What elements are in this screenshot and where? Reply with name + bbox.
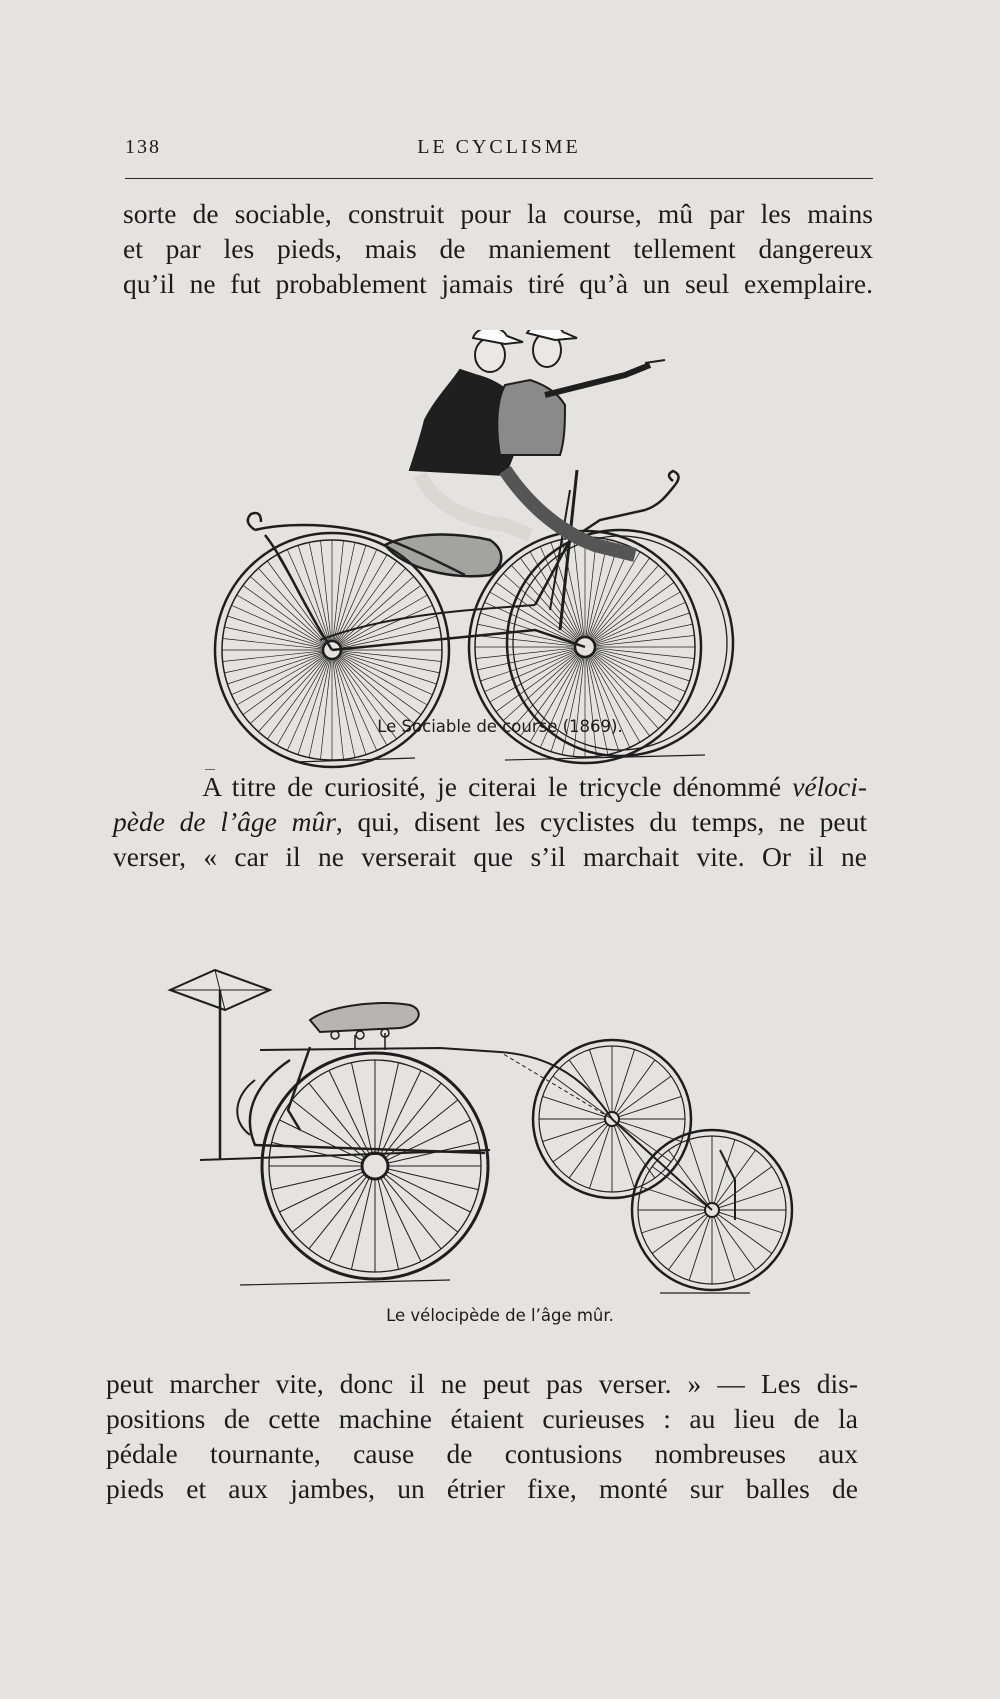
page-number: 138: [125, 136, 161, 158]
paragraph-2-line-1-text: A titre de curiosité, je citerai le tricycle dénommé: [202, 771, 793, 802]
wheel-spoke: [553, 1123, 606, 1162]
wheel-spoke: [309, 542, 330, 641]
wheel-spoke: [592, 565, 659, 639]
wheel-spoke: [227, 616, 323, 647]
paragraph-1-line-1: sorte de sociable, construit pour la course, mû par les mains: [123, 198, 873, 229]
paragraph-2-italic-1: véloci-: [792, 771, 867, 802]
wheel-spoke: [298, 545, 329, 641]
paragraph-3-line-3: pédale tournante, cause de contusions nombreuses aux: [106, 1438, 858, 1469]
paragraph-2: [113, 769, 867, 874]
wheel-spoke: [543, 1096, 606, 1116]
running-title: LE CYCLISME: [417, 136, 581, 158]
velocipede-engraving: [160, 960, 810, 1300]
wheel-spoke: [595, 624, 693, 645]
paragraph-3-line-2: positions de cette machine étaient curieuses : au lieu de la: [106, 1403, 858, 1434]
wheel-spoke: [592, 654, 666, 721]
wheel-spoke: [614, 1050, 634, 1113]
wheel-spoke: [574, 538, 584, 637]
wheel-spoke: [595, 650, 690, 681]
wheel-spoke: [334, 542, 355, 641]
wheel-spoke: [223, 639, 323, 650]
wheel-spoke: [279, 1172, 363, 1212]
paragraph-1-line-3: qu’il ne fut probablement jamais tiré qu’à un seul exemplaire.: [123, 268, 873, 299]
wheel-spoke: [329, 1178, 369, 1262]
wheel-spoke: [321, 659, 332, 759]
wheel-spoke: [642, 1187, 706, 1208]
wheel-spoke: [227, 653, 323, 684]
header-rule: [125, 178, 873, 179]
paragraph-3: [106, 1366, 858, 1506]
wheel-spoke: [592, 573, 666, 640]
wheel-spoke: [595, 648, 694, 658]
paragraph-2-line-2-text: , qui, disent les cyclistes du temps, ne peut: [335, 806, 868, 837]
wheel-spoke: [669, 1150, 708, 1204]
wheel-spoke: [587, 657, 608, 755]
wheel-spoke: [334, 659, 355, 758]
wheel-spoke: [333, 541, 344, 641]
wheel-spoke: [719, 1212, 783, 1233]
wheel-spoke: [341, 653, 437, 684]
wheel-spoke: [586, 657, 596, 756]
paragraph-2-line-2: [113, 804, 867, 839]
wheel-spoke: [562, 657, 583, 755]
wheel-spoke: [689, 1140, 710, 1204]
wheel-spoke: [476, 648, 575, 658]
wheel-spoke: [333, 659, 344, 759]
wheel-spoke: [618, 1076, 671, 1115]
paragraph-3-line-4: pieds et aux jambes, un étrier fixe, monté sur balles de: [106, 1473, 858, 1504]
wheel-spoke: [669, 1216, 708, 1270]
wheel-spoke: [381, 1070, 421, 1154]
wheel-spoke: [339, 655, 421, 714]
wheel-spoke: [480, 650, 575, 681]
paragraph-2-italic-2: pède de l’âge mûr: [113, 806, 336, 837]
wheel-spoke: [476, 636, 575, 646]
wheel-spoke: [387, 1172, 471, 1212]
wheel-spoke: [589, 547, 630, 638]
wheel-spoke: [551, 657, 582, 752]
wheel-spoke: [642, 1212, 706, 1233]
wheel-spoke: [716, 1216, 755, 1270]
figure-2-caption: Le vélocipède de l’âge mûr.: [386, 1306, 614, 1325]
figure-1-caption: Le Sociable de course (1869).: [377, 717, 623, 736]
wheel-spoke: [588, 657, 619, 752]
wheel-spoke: [718, 1167, 772, 1206]
wheel-spoke: [689, 1217, 710, 1281]
wheel-spoke: [595, 613, 690, 644]
wheel-spoke: [381, 1178, 421, 1262]
wheel-spoke: [243, 655, 325, 714]
wheel-spoke: [335, 659, 366, 755]
wheel-spoke: [586, 538, 596, 637]
wheel-spoke: [616, 1060, 655, 1113]
wheel-spoke: [595, 649, 693, 670]
wheel-spoke: [341, 651, 441, 662]
wheel-spoke: [595, 636, 694, 646]
wheel-spoke: [309, 659, 330, 758]
paragraph-1-line-2: et par les pieds, mais de maniement tellement dangereux: [123, 233, 873, 264]
paragraph-2-line-3: verser, « car il ne verserait que s’il marchait vite. Or il ne: [113, 841, 867, 872]
paragraph-2-line-1: ​ A titre de curiosité, je citerai le tricycle dénommé véloci-: [113, 771, 867, 802]
wheel-spoke: [477, 649, 575, 670]
wheel-spoke: [618, 1123, 671, 1162]
running-head: [125, 136, 873, 166]
wheel-spoke: [321, 541, 332, 641]
wheel-spoke: [614, 1126, 634, 1189]
wheel-spoke: [619, 1096, 682, 1116]
wheel-spoke: [652, 1167, 706, 1206]
wheel-spoke: [589, 1126, 609, 1189]
wheel-spoke: [224, 627, 323, 648]
wheel-spoke: [267, 561, 326, 643]
wheel-spoke: [387, 1120, 471, 1160]
wheel-spoke: [719, 1187, 783, 1208]
paragraph-3-line-1: peut marcher vite, donc il ne peut pas verser. » — Les dis-: [106, 1368, 858, 1399]
wheel-spoke: [339, 585, 421, 644]
wheel-spoke: [594, 651, 685, 692]
wheel-spoke: [652, 1214, 706, 1253]
paragraph-1: [123, 196, 873, 301]
wheel-spoke: [594, 602, 685, 643]
wheel-spoke: [298, 659, 329, 755]
wheel-spoke: [223, 651, 323, 662]
wheel-spoke: [718, 1214, 772, 1253]
wheel-spoke: [569, 1125, 608, 1178]
wheel-spoke: [329, 1070, 369, 1154]
wheel-spoke: [341, 652, 440, 673]
wheel-spoke: [619, 1121, 682, 1141]
wheel-spoke: [543, 1121, 606, 1141]
wheel-spoke: [224, 652, 323, 673]
sociable-engraving: [205, 330, 785, 770]
wheel-spoke: [714, 1217, 735, 1281]
wheel-spoke: [485, 651, 576, 692]
